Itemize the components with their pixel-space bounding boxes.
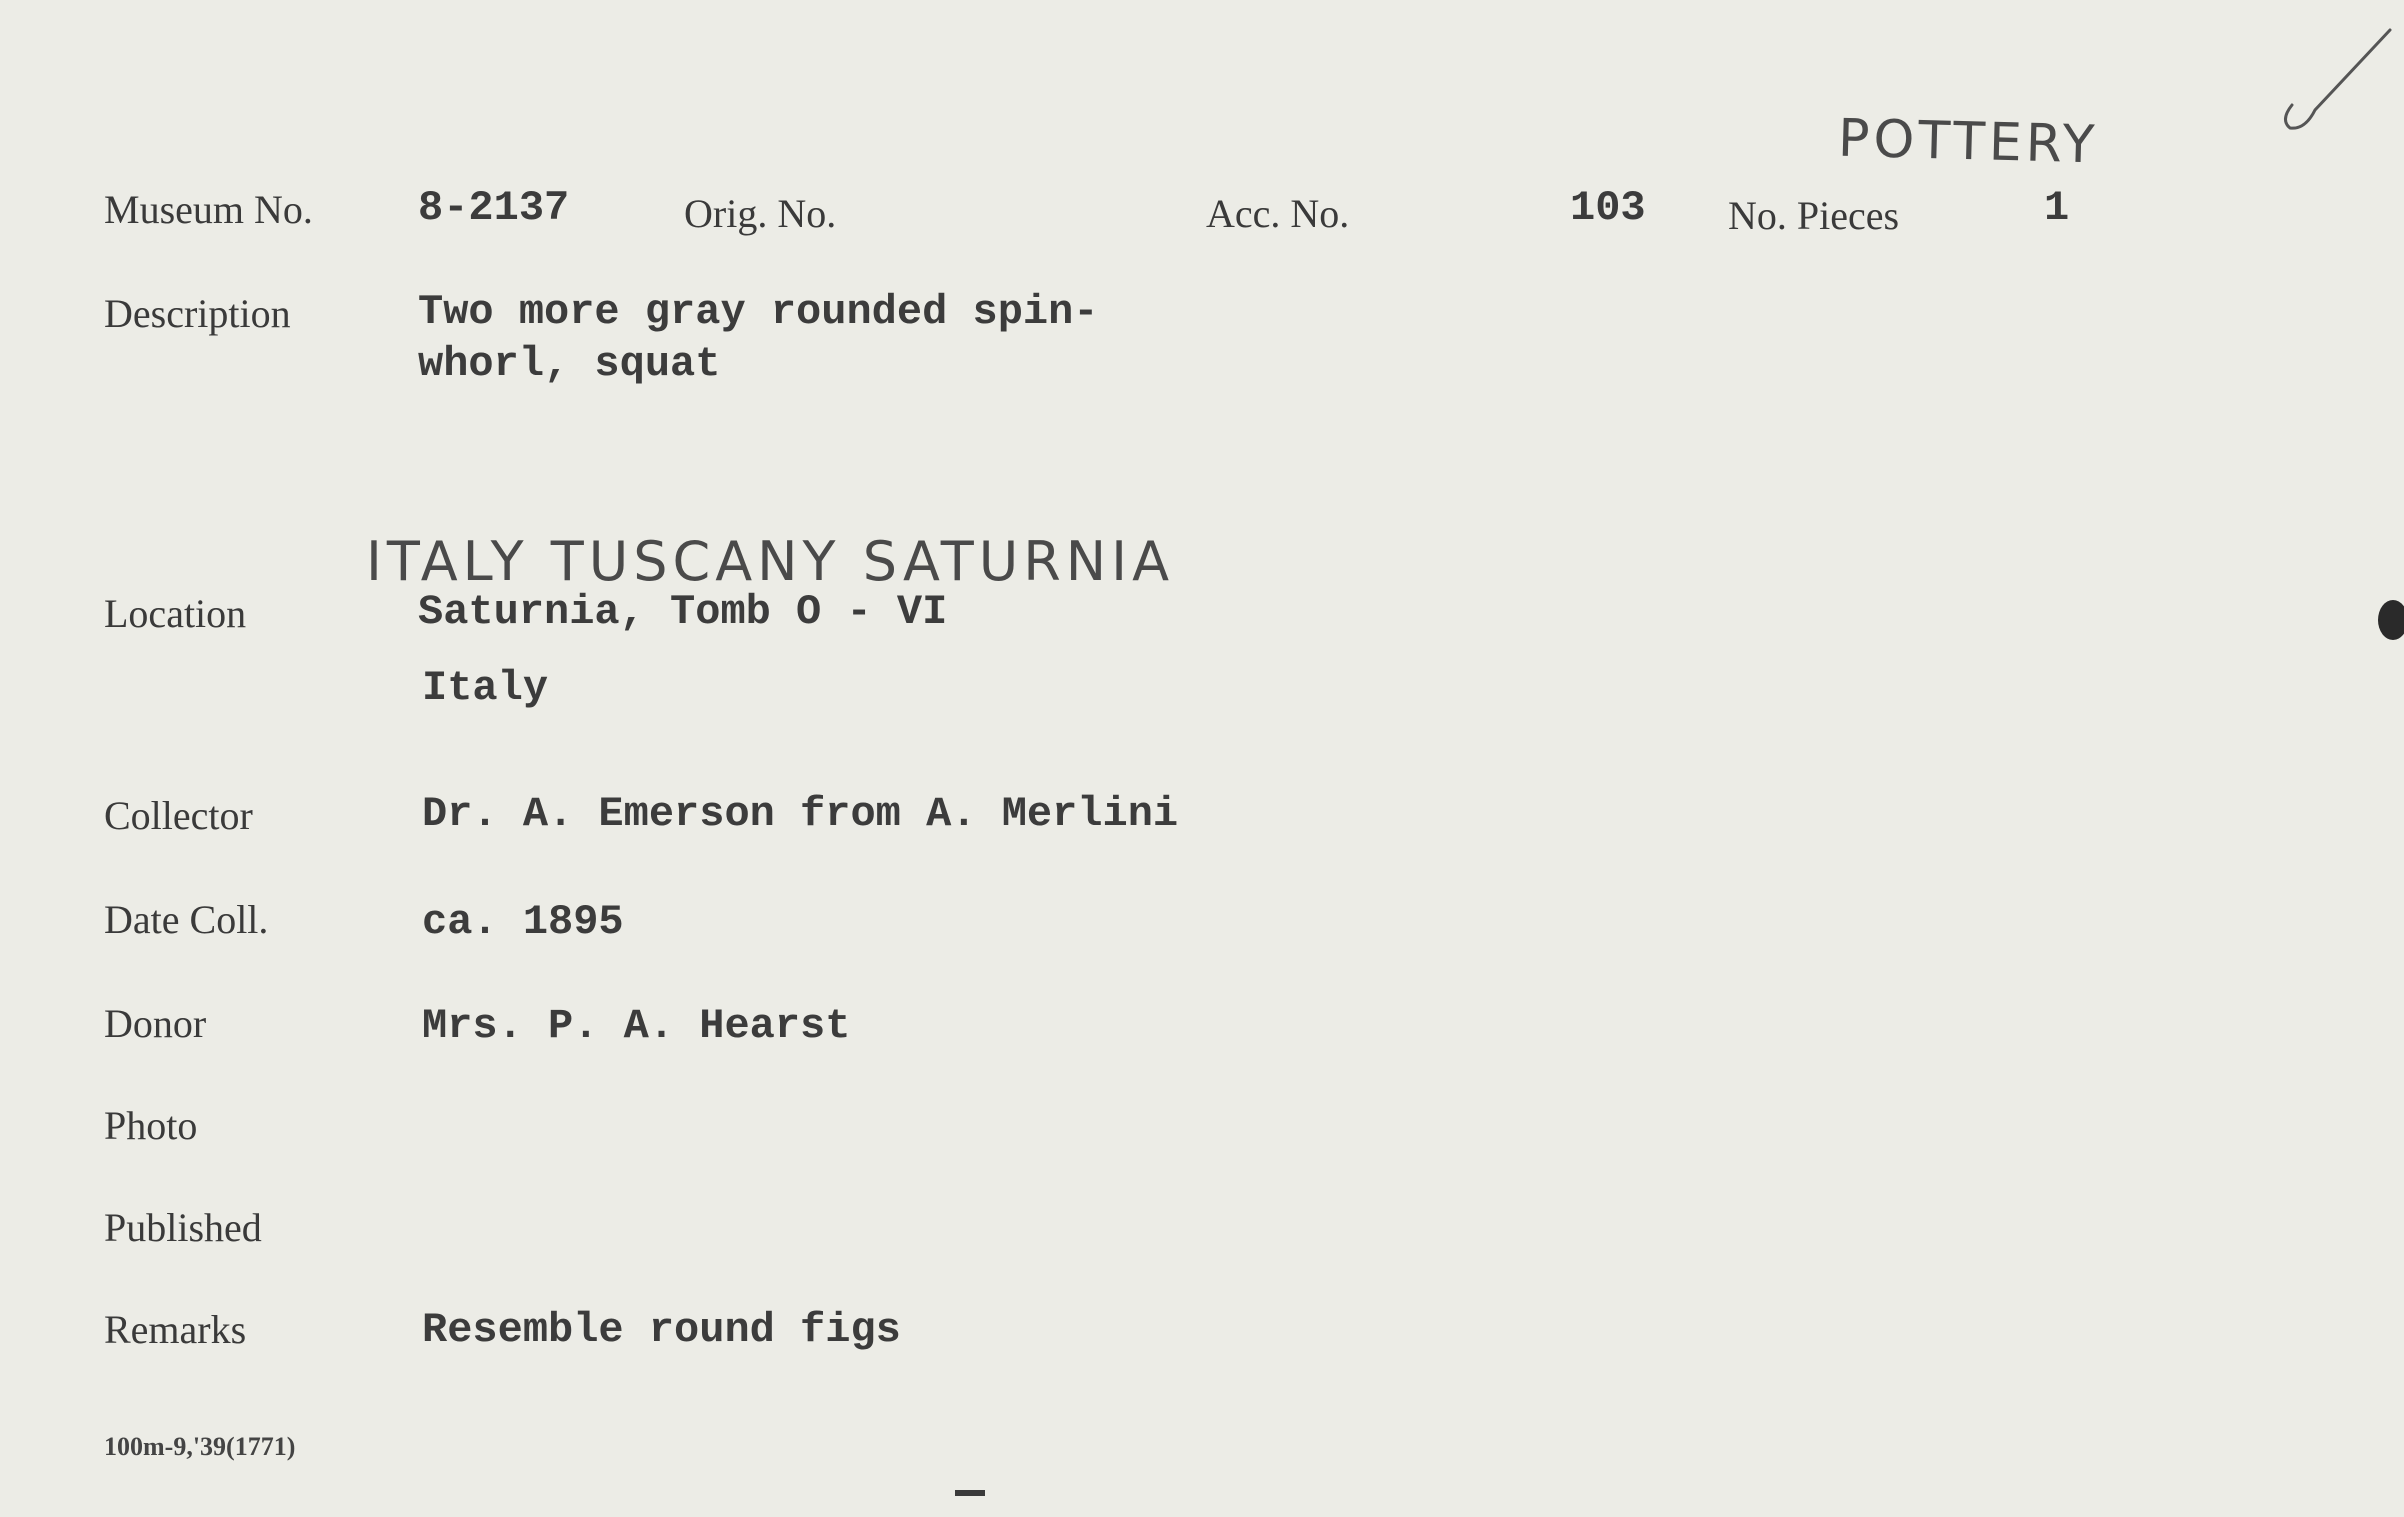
description-line-1: Two more gray rounded spin- bbox=[418, 288, 1099, 336]
no-pieces-value: 1 bbox=[2044, 184, 2070, 232]
collector-value: Dr. A. Emerson from A. Merlini bbox=[422, 790, 1179, 838]
check-mark-icon bbox=[2270, 20, 2400, 130]
category-stamp: POTTERY bbox=[1837, 108, 2100, 176]
orig-no-label: Orig. No. bbox=[684, 191, 837, 236]
collector-label: Collector bbox=[104, 793, 253, 838]
acc-no-value: 103 bbox=[1570, 184, 1646, 232]
location-line-2: Italy bbox=[422, 664, 549, 712]
donor-label: Donor bbox=[104, 1001, 207, 1046]
remarks-label: Remarks bbox=[104, 1307, 247, 1352]
description-label: Description bbox=[104, 291, 291, 336]
photo-label: Photo bbox=[104, 1103, 198, 1148]
description-line-2: whorl, squat bbox=[418, 340, 721, 388]
no-pieces-label: No. Pieces bbox=[1728, 193, 1900, 238]
date-coll-value: ca. 1895 bbox=[422, 898, 624, 946]
location-stamp: ITALY TUSCANY SATURNIA bbox=[366, 530, 1175, 593]
museum-no-value: 8-2137 bbox=[418, 184, 570, 232]
donor-value: Mrs. P. A. Hearst bbox=[422, 1002, 851, 1050]
date-coll-label: Date Coll. bbox=[104, 897, 269, 942]
remarks-value: Resemble round figs bbox=[422, 1306, 901, 1354]
print-code: 100m-9,'39(1771) bbox=[104, 1432, 296, 1461]
bottom-tick-mark bbox=[955, 1490, 985, 1496]
published-label: Published bbox=[104, 1205, 262, 1250]
location-label: Location bbox=[104, 591, 247, 636]
museum-no-label: Museum No. bbox=[104, 187, 313, 232]
location-line-1: Saturnia, Tomb O - VI bbox=[418, 588, 948, 636]
acc-no-label: Acc. No. bbox=[1206, 191, 1350, 236]
edge-mark bbox=[2378, 600, 2404, 640]
